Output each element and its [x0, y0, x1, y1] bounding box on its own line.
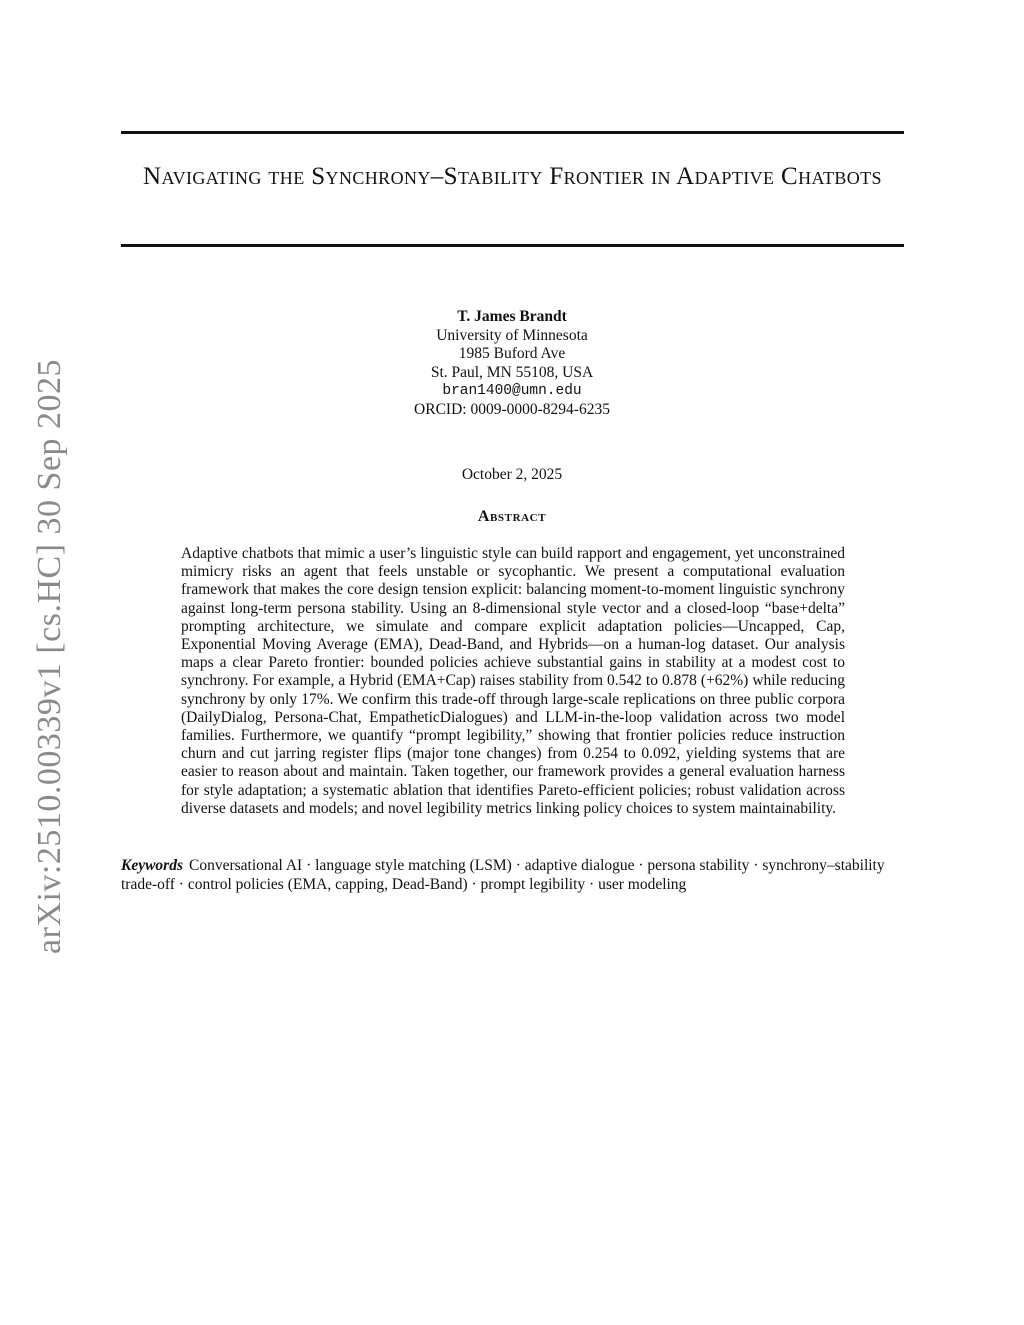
abstract-text: Adaptive chatbots that mimic a user’s linguistic style can build rapport and engagement, yet unconstrained mimicry risks an agent that feels unstable or sycophantic. We present a computational evaluation framework that makes the core design tension explicit: balancing moment-to-moment linguistic synchrony against long-term persona stability. Using an 8-dimensional style vector and a closed-loop “base+delta” prompting architecture, we simulate and compare explicit adaptation policies—Uncapped, Cap, Exponential Moving Average (EMA), Dead-Band, and Hybrids—on a human-log dataset. Our analysis maps a clear Pareto frontier: bounded policies achieve substantial gains in stability at a modest cost to synchrony. For example, a Hybrid (EMA+Cap) raises stability from 0.542 to 0.878 (+62%) while reducing synchrony by only 17%. We confirm this trade-off through large-scale replications on three public corpora (DailyDialog, Persona-Chat, EmpatheticDialogues) and LLM-in-the-loop validation across two model families. Furthermore, we quantify “prompt legibility,” showing that frontier policies reduce instruction churn and cut jarring register flips (major tone changes) from 0.254 to 0.092, yielding systems that are easier to reason about and maintain. Taken together, our framework provides a general evaluation harness for style adaptation; a systematic ablation that identifies Pareto-efficient policies; robust validation across diverse datasets and models; and novel legibility metrics linking policy choices to system maintainability.	[181, 545, 845, 817]
title-bottom-rule	[121, 244, 904, 247]
abstract-heading: Abstract	[477, 508, 547, 525]
keywords-text: Conversational AI · language style matching (LSM) · adaptive dialogue · persona stability · synchrony–stability trade-off · control policies (EMA, capping, Dead-Band) · prompt legibility · user modeling	[121, 857, 885, 893]
author-address-line1: 1985 Buford Ave	[458, 345, 566, 362]
author-block	[300, 308, 724, 419]
author-affiliation: University of Minnesota	[436, 326, 588, 344]
arxiv-identifier-stamp: arXiv:2510.00339v1 [cs.HC] 30 Sep 2025	[31, 358, 68, 954]
title-top-rule	[121, 131, 904, 134]
paper-date: October 2, 2025	[461, 466, 563, 483]
paper-title: Navigating the Synchrony–Stability Frontier in Adaptive Chatbots	[143, 163, 882, 190]
author-address-line2: St. Paul, MN 55108, USA	[430, 363, 594, 381]
keywords-label: Keywords	[121, 857, 183, 874]
author-email[interactable]: bran1400@umn.edu	[442, 383, 582, 399]
keywords-section	[121, 856, 906, 894]
author-orcid: ORCID: 0009-0000-8294-6235	[414, 400, 610, 418]
author-name: T. James Brandt	[457, 308, 567, 325]
